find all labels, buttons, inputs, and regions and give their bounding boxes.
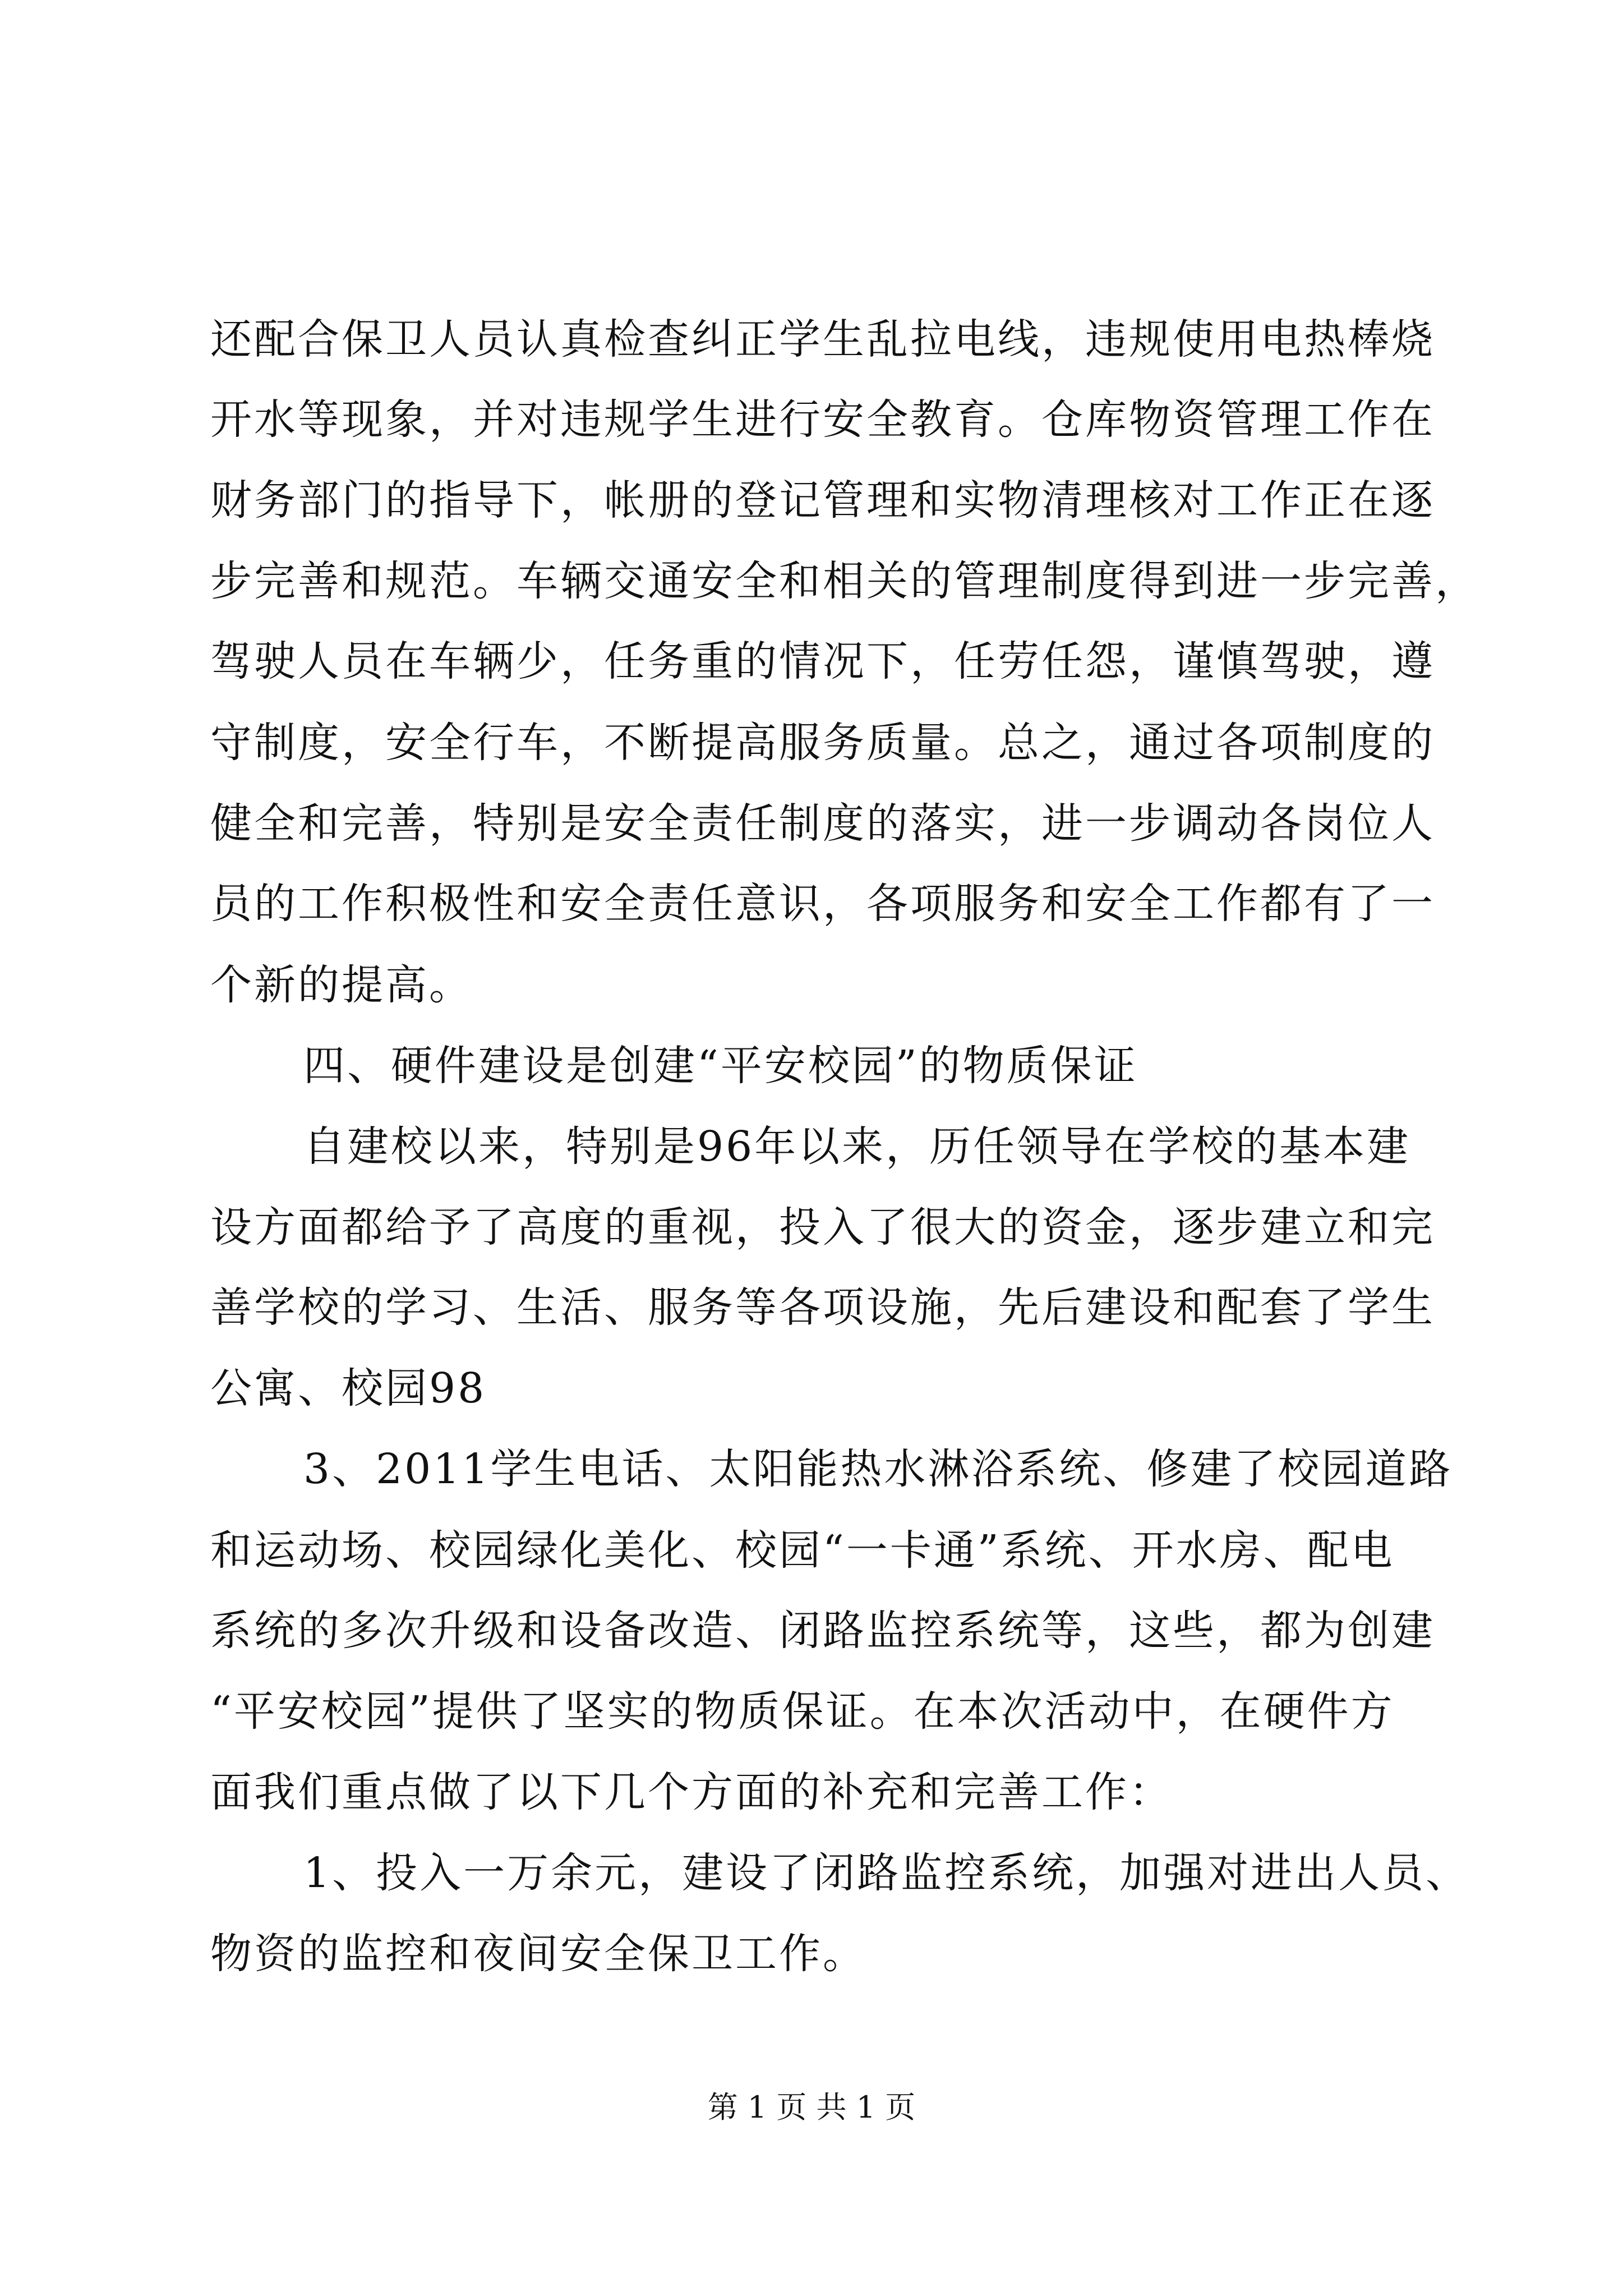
text-line: 自建校以来，特别是96年以来，历任领导在学校的基本建	[303, 1122, 1411, 1171]
text-line: 健全和完善，特别是安全责任制度的落实，进一步调动各岗位人	[210, 799, 1435, 848]
text-line: 财务部门的指导下，帐册的登记管理和实物清理核对工作正在逐	[210, 476, 1435, 524]
text-line: 面我们重点做了以下几个方面的补充和完善工作：	[210, 1768, 1173, 1816]
text-line: 物资的监控和夜间安全保卫工作。	[210, 1930, 866, 1978]
text-line: 和运动场、校园绿化美化、校园“一卡通”系统、开水房、配电	[210, 1526, 1395, 1575]
text-line: 系统的多次升级和设备改造、闭路监控系统等，这些，都为创建	[210, 1607, 1435, 1655]
text-line: 守制度，安全行车，不断提高服务质量。总之，通过各项制度的	[210, 719, 1435, 767]
text-line: 善学校的学习、生活、服务等各项设施，先后建设和配套了学生	[210, 1283, 1435, 1332]
text-line: 公寓、校园98	[210, 1364, 487, 1412]
text-line: 3、2011学生电话、太阳能热水淋浴系统、修建了校园道路	[303, 1445, 1453, 1493]
text-line: 驾驶人员在车辆少，任务重的情况下，任劳任怨，谨慎驾驶，遵	[210, 637, 1435, 685]
section-heading: 四、硬件建设是创建“平安校园”的物质保证	[303, 1042, 1138, 1090]
page-number-footer: 第 1 页 共 1 页	[707, 2090, 916, 2125]
text-line: 设方面都给予了高度的重视，投入了很大的资金，逐步建立和完	[210, 1203, 1435, 1251]
text-line: 1、投入一万余元，建设了闭路监控系统，加强对进出人员、	[303, 1849, 1470, 1897]
text-line: 员的工作积极性和安全责任意识，各项服务和安全工作都有了一	[210, 880, 1435, 928]
text-line: 开水等现象，并对违规学生进行安全教育。仓库物资管理工作在	[210, 395, 1435, 444]
text-line: 还配合保卫人员认真检查纠正学生乱拉电线，违规使用电热棒烧	[210, 315, 1435, 364]
text-line: 步完善和规范。车辆交通安全和相关的管理制度得到进一步完善，	[210, 557, 1479, 605]
text-line: “平安校园”提供了坚实的物质保证。在本次活动中，在硬件方	[210, 1687, 1395, 1736]
text-line: 个新的提高。	[210, 961, 473, 1009]
